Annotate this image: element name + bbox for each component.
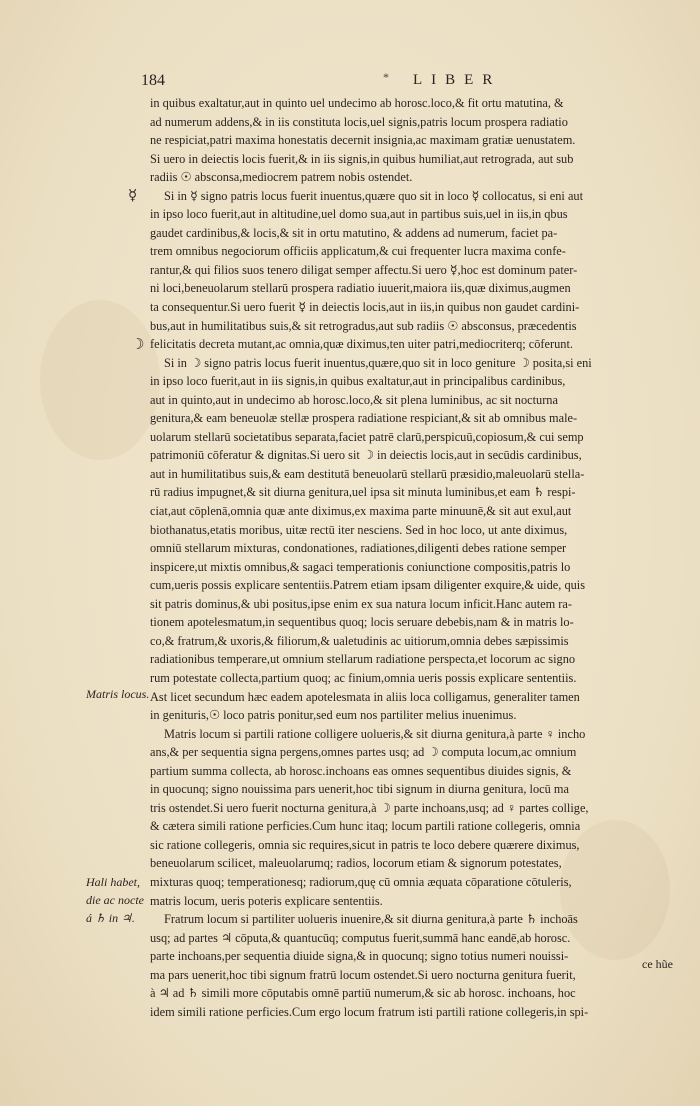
margin-note-hali-3: á ♄ in ♃. (86, 911, 135, 925)
mercury-symbol-icon: ☿ (128, 188, 138, 204)
text-line: felicitatis decreta mutant,ac omnia,quæ diximus,ten uiter patri,mediocriterq; cōferunt. (150, 337, 573, 352)
page-header (0, 72, 700, 96)
running-head: LIBER (413, 72, 502, 88)
header-ornament: * (383, 70, 389, 84)
text-line: uolarum stellarū societatibus separata,faciet patrē clarū,perspicuū,copiosum,& cui semp (150, 429, 584, 444)
catchword: ce hũe (642, 957, 673, 971)
text-line: in ipso loco fuerit,aut in iis signis,in quibus exaltatur,aut in principalibus cardinibus, (150, 374, 566, 389)
text-line: radiis ☉ absconsa,mediocrem patrem nobis ostendet. (150, 170, 413, 185)
text-line: à ♃ ad ♄ simili more cōputabis omnē partiū numerum,& sic ab horosc. inchoans, hoc (150, 986, 576, 1001)
margin-note-hali-2: die ac nocte (86, 893, 144, 907)
text-line: parte inchoans,per sequentia diuide signa,& in quocunq; signo totius numeri nouissi- (150, 949, 569, 964)
text-line: Ast licet secundum hæc eadem apotelesmata in aliis loca colligamus, generaliter tamen (150, 689, 580, 704)
text-line: genitura,& eam beneuolæ stellæ prospera radiatione respiciant,& sit ab omnibus male- (150, 411, 578, 426)
text-line: ma pars uenerit,hoc tibi signum fratrū locum ostendet.Si uero nocturna genitura fuerit, (150, 967, 576, 982)
margin-note-hali-1: Hali habet, (86, 875, 140, 889)
text-line: matris locum, ueris poteris explicare sententiis. (150, 893, 383, 908)
text-line: Si uero in deiectis locis fuerit,& in iis signis,in quibus humiliat,aut retrograda, aut sub (150, 151, 574, 166)
page-number: 184 (141, 72, 165, 89)
text-line: Si in ☽ signo patris locus fuerit inuentus,quære,quo sit in loco geniture ☽ posita,si eni (164, 355, 592, 370)
text-line: rū radius impugnet,& sit diurna genitura,uel ipsa sit minuta luminibus,et eam ♄ respi- (150, 485, 576, 500)
text-line: gaudet cardinibus,& locis,& sit in ortu matutino, & addens ad numerum, faciet pa- (150, 225, 558, 240)
text-line: mixturas quoq; temperationesq; radiorum,quę cū omnia æquata cōparatione cōtuleris, (150, 874, 572, 889)
text-line: in quocunq; signo nouissima pars uenerit,hoc tibi signum in diurna genitura, locū ma (150, 782, 569, 797)
text-line: & cætera simili ratione perficies.Cum hunc itaq; locum partili ratione collegeris, omnia (150, 819, 581, 834)
text-line: tionem apotelesmatum,in sequentibus quoq; locis seruare debebis,nam & in matris lo- (150, 615, 574, 630)
text-line: partium summa collecta, ab horosc.inchoans eas omnes sequentibus diuides signis, & (150, 763, 572, 778)
text-line: biothanatus,etatis moribus, uitæ rectū iter nesciens. Sed in hoc loco, ut ante diximus, (150, 522, 568, 537)
text-line: idem simili ratione perficies.Cum ergo locum fratrum isti partili ratione collegeris,in spi- (150, 1004, 589, 1019)
text-line: trem omnibus negociorum officiis applicatum,& cui frequenter lucra maxima confe- (150, 244, 566, 259)
body-text (150, 94, 690, 1021)
text-line: ni loci,beneuolarum stellarū prospera radiatio iuuerit,maiora iis,quæ diximus,augmen (150, 281, 571, 296)
text-line: rantur,& qui filios suos tenero diligat semper affectu.Si uero ☿,hoc est dominum pater- (150, 262, 578, 277)
text-line: rum potestate collecta,partium quoq; ac finium,omnia ueris possis explicare sententiis. (150, 670, 577, 685)
text-line: beneuolarum scilicet, maleuolarumq; radios, locorum etiam & signorum potestates, (150, 856, 562, 871)
text-line: ciat,aut cōplenā,omnia quæ ante diximus,ex maxima parte minuunē,& sit aut exul,aut (150, 504, 572, 519)
text-line: in genituris,☉ loco patris ponitur,sed eum nos partiliter melius inuenimus. (150, 708, 517, 723)
text-line: Matris locum si partili ratione colligere uolueris,& sit diurna genitura,à parte ♀ incho (164, 726, 586, 741)
text-line: patrimoniū cōferatur & dignitas.Si uero sit ☽ in deiectis locis,aut in secūdis cardinibus, (150, 448, 582, 463)
text-line: ad numerum addens,& in iis constituta locis,uel signis,patris locum prospera radiatio (150, 114, 568, 129)
text-line: omniū stellarum mixturas, condonationes, radiationes,diligenti debes ratione semper (150, 541, 567, 556)
text-line: inspicere,ut mixtis omnibus,& sagaci temperationis coniunctione compositis,patris lo (150, 559, 571, 574)
text-line: sic ratione collegeris, omnia sic requires,sicut in patris te loco debere quærere diximus, (150, 837, 580, 852)
text-line: sit patris dominus,& ubi positus,ipse enim ex sua natura locum inficit.Hanc autem ra- (150, 596, 573, 611)
text-line: usq; ad partes ♃ cōputa,& quantucūq; computus fuerit,summā hanc eandē,ab horosc. (150, 930, 571, 945)
text-line: in ipso loco fuerit,aut in altitudine,uel domo sua,aut in partibus suis,uel in iis,in qbus (150, 207, 568, 222)
text-line: ne respiciat,patri maxima honestatis decernit insignia,ac maximam gratiæ uenustatem. (150, 133, 576, 148)
text-line: radiationibus temperare,ut omnium stellarum radiatione perspecta,et locorum ac signo (150, 652, 576, 667)
paper-stain (40, 300, 160, 460)
text-line: co,& fratrum,& uxoris,& filiorum,& ualetudinis ac uitiorum,omnia debes sæpissimis (150, 633, 569, 648)
text-line: tris ostendet.Si uero fuerit nocturna genitura,à ☽ parte inchoans,usq; ad ♀ partes collige, (150, 800, 589, 815)
text-line: Fratrum locum si partiliter uolueris inuenire,& sit diurna genitura,à parte ♄ inchoās (164, 912, 578, 927)
text-line: ans,& per sequentia signa pergens,omnes partes usq; ad ☽ computa locum,ac omnium (150, 745, 577, 760)
moon-symbol-icon: ☽ (131, 337, 145, 353)
text-line: aut in humilitatibus suis,& eam destitutā beneuolarū stellarū præsidio,maleuolarū stella- (150, 466, 585, 481)
text-line: aut in quinto,aut in undecimo ab horosc.loco,& sit plena luminibus, ac sit nocturna (150, 392, 558, 407)
text-line: bus,aut in humilitatibus suis,& sit retrogradus,aut sub radiis ☉ absconsus, præcedentis (150, 318, 577, 333)
margin-note-matris: Matris locus. (86, 687, 150, 701)
text-line: cum,ueris possis explicare sententiis.Patrem etiam ipsam diligenter exquire,& uide, quis (150, 578, 586, 593)
text-line: ta consequentur.Si uero fuerit ☿ in deiectis locis,aut in iis,in quibus non gaudet cardini- (150, 300, 580, 315)
text-line: in quibus exaltatur,aut in quinto uel undecimo ab horosc.loco,& fit ortu matutina, & (150, 96, 564, 110)
text-line: Si in ☿ signo patris locus fuerit inuentus,quære quo sit in loco ☿ collocatus, si eni aut (164, 188, 584, 203)
